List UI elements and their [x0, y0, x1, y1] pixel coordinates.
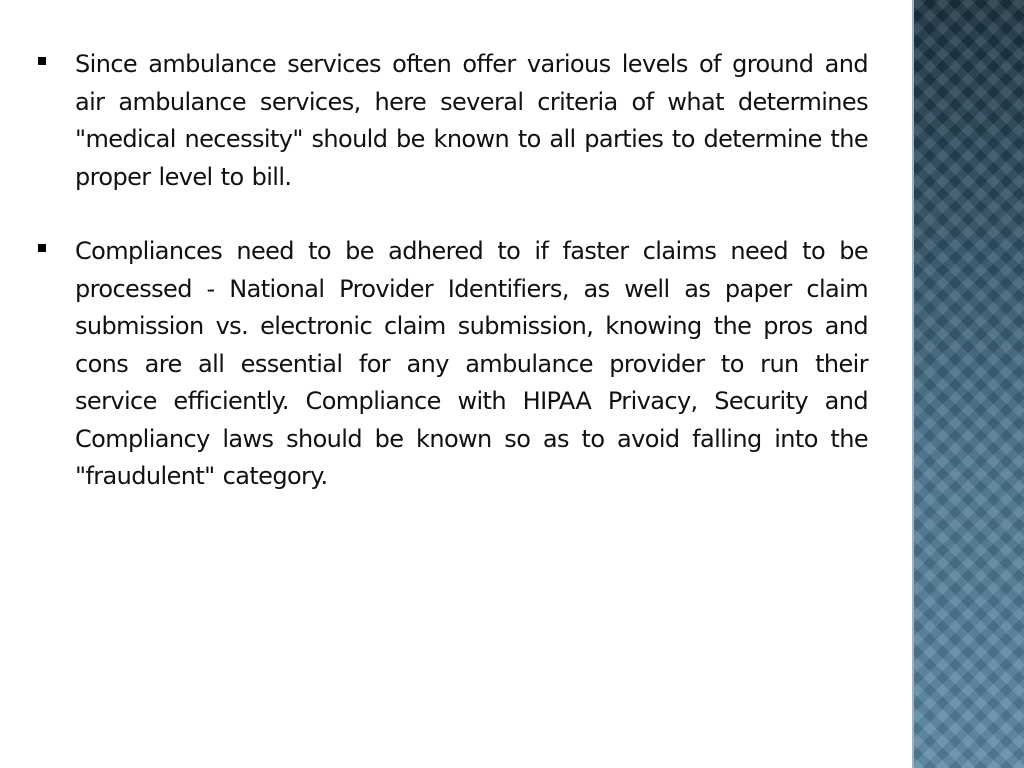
bullet-item	[38, 233, 868, 496]
square-bullet-icon	[38, 244, 46, 252]
bullet-text: Since ambulance services often offer various levels of ground and air ambulance services, here several criteria of what determines "medical necessity" should be known to all parties to determine the proper level to bill.	[75, 50, 868, 191]
square-bullet-icon	[38, 57, 46, 65]
decorative-side-band	[912, 0, 1024, 768]
bullet-text: Compliances need to be adhered to if faster claims need to be processed - National Provider Identifiers, as well as paper claim submission vs. electronic claim submission, knowing the pros and cons are all essential for any ambulance provider to run their service efficiently. Compliance with HIPAA Privacy, Security and Compliancy laws should be known so as to avoid falling into the "fraudulent" category.	[75, 237, 868, 490]
bullet-item	[38, 46, 868, 196]
bullet-list	[38, 46, 868, 533]
side-band-edge	[912, 0, 914, 768]
